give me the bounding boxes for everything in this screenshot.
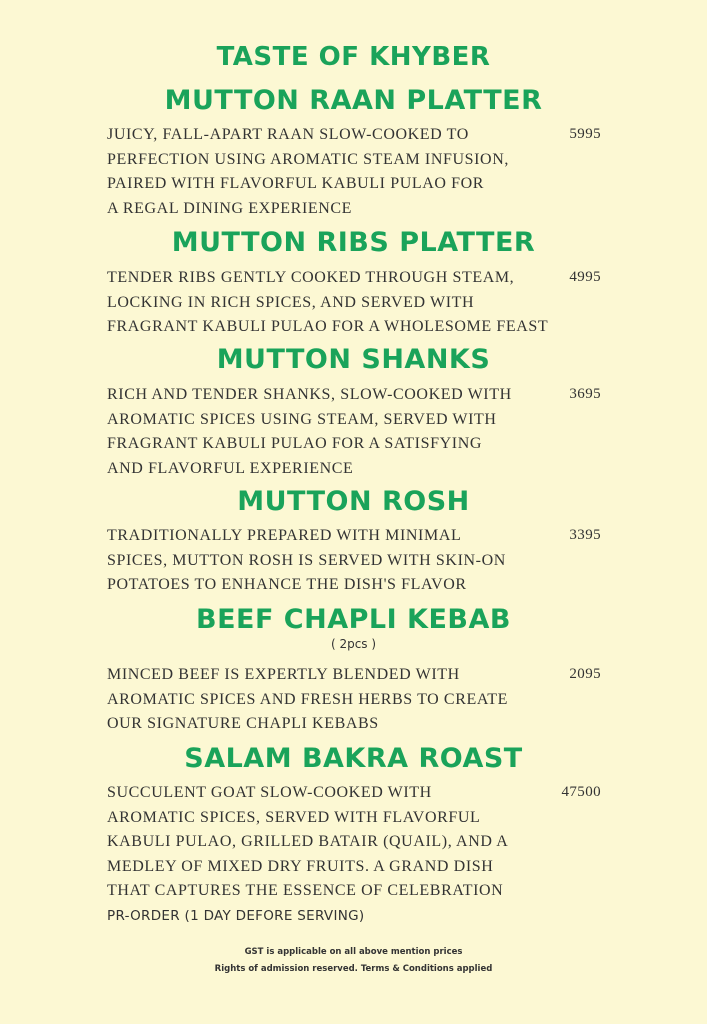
dish-title-mutton-shanks: MUTTON SHANKS	[216, 344, 491, 375]
rights-note: Rights of admission reserved. Terms & Conditions applied	[214, 964, 493, 974]
dish-price-beef-chapli-kebab: 2095	[569, 666, 601, 682]
dish-description-beef-chapli-kebab: MINCED BEEF IS EXPERTLY BLENDED WITH AROMATIC SPICES AND FRESH HERBS TO CREATE OUR SIGNATURE CHAPLI KEBABS	[107, 666, 508, 732]
dish-note-beef-chapli-kebab: ( 2pcs )	[330, 637, 377, 651]
dish-description-mutton-shanks: RICH AND TENDER SHANKS, SLOW-COOKED WITH AROMATIC SPICES USING STEAM, SERVED WITH FRAGRANT KABULI PULAO FOR A SATISFYING AND FLAVORFUL EXPERIENCE	[107, 386, 512, 477]
dish-title-salam-bakra-roast: SALAM BAKRA ROAST	[184, 743, 523, 774]
dish-description-mutton-rosh: TRADITIONALLY PREPARED WITH MINIMAL SPICES, MUTTON ROSH IS SERVED WITH SKIN-ON POTATOES TO ENHANCE THE DISH'S FLAVOR	[107, 527, 506, 593]
dish-title-mutton-raan-platter: MUTTON RAAN PLATTER	[164, 85, 543, 116]
dish-price-mutton-rosh: 3395	[569, 527, 601, 543]
dish-price-mutton-shanks: 3695	[569, 386, 601, 402]
dish-description-mutton-raan-platter: JUICY, FALL-APART RAAN SLOW-COOKED TO PERFECTION USING AROMATIC STEAM INFUSION, PAIRED WITH FLAVORFUL KABULI PULAO FOR A REGAL DINING EXPERIENCE	[107, 126, 509, 217]
dish-price-mutton-raan-platter: 5995	[569, 126, 601, 142]
section-title: TASTE OF KHYBER	[216, 42, 491, 72]
dish-description-mutton-ribs-platter: TENDER RIBS GENTLY COOKED THROUGH STEAM, LOCKING IN RICH SPICES, AND SERVED WITH FRAGRANT KABULI PULAO FOR A WHOLESOME FEAST	[107, 269, 549, 335]
gst-note: GST is applicable on all above mention prices	[244, 947, 463, 957]
dish-price-salam-bakra-roast: 47500	[561, 784, 601, 800]
dish-description-salam-bakra-roast: SUCCULENT GOAT SLOW-COOKED WITH AROMATIC SPICES, SERVED WITH FLAVORFUL KABULI PULAO, GRILLED BATAIR (QUAIL), AND A MEDLEY OF MIXED DRY FRUITS. A GRAND DISH THAT CAPTURES THE ESSENCE OF CELEBRATION	[107, 784, 509, 899]
dish-title-beef-chapli-kebab: BEEF CHAPLI KEBAB	[196, 604, 511, 635]
dish-title-mutton-rosh: MUTTON ROSH	[237, 486, 470, 517]
dish-title-mutton-ribs-platter: MUTTON RIBS PLATTER	[171, 227, 536, 258]
preorder-note: PR-ORDER (1 DAY DEFORE SERVING)	[107, 908, 365, 924]
dish-price-mutton-ribs-platter: 4995	[569, 269, 601, 285]
